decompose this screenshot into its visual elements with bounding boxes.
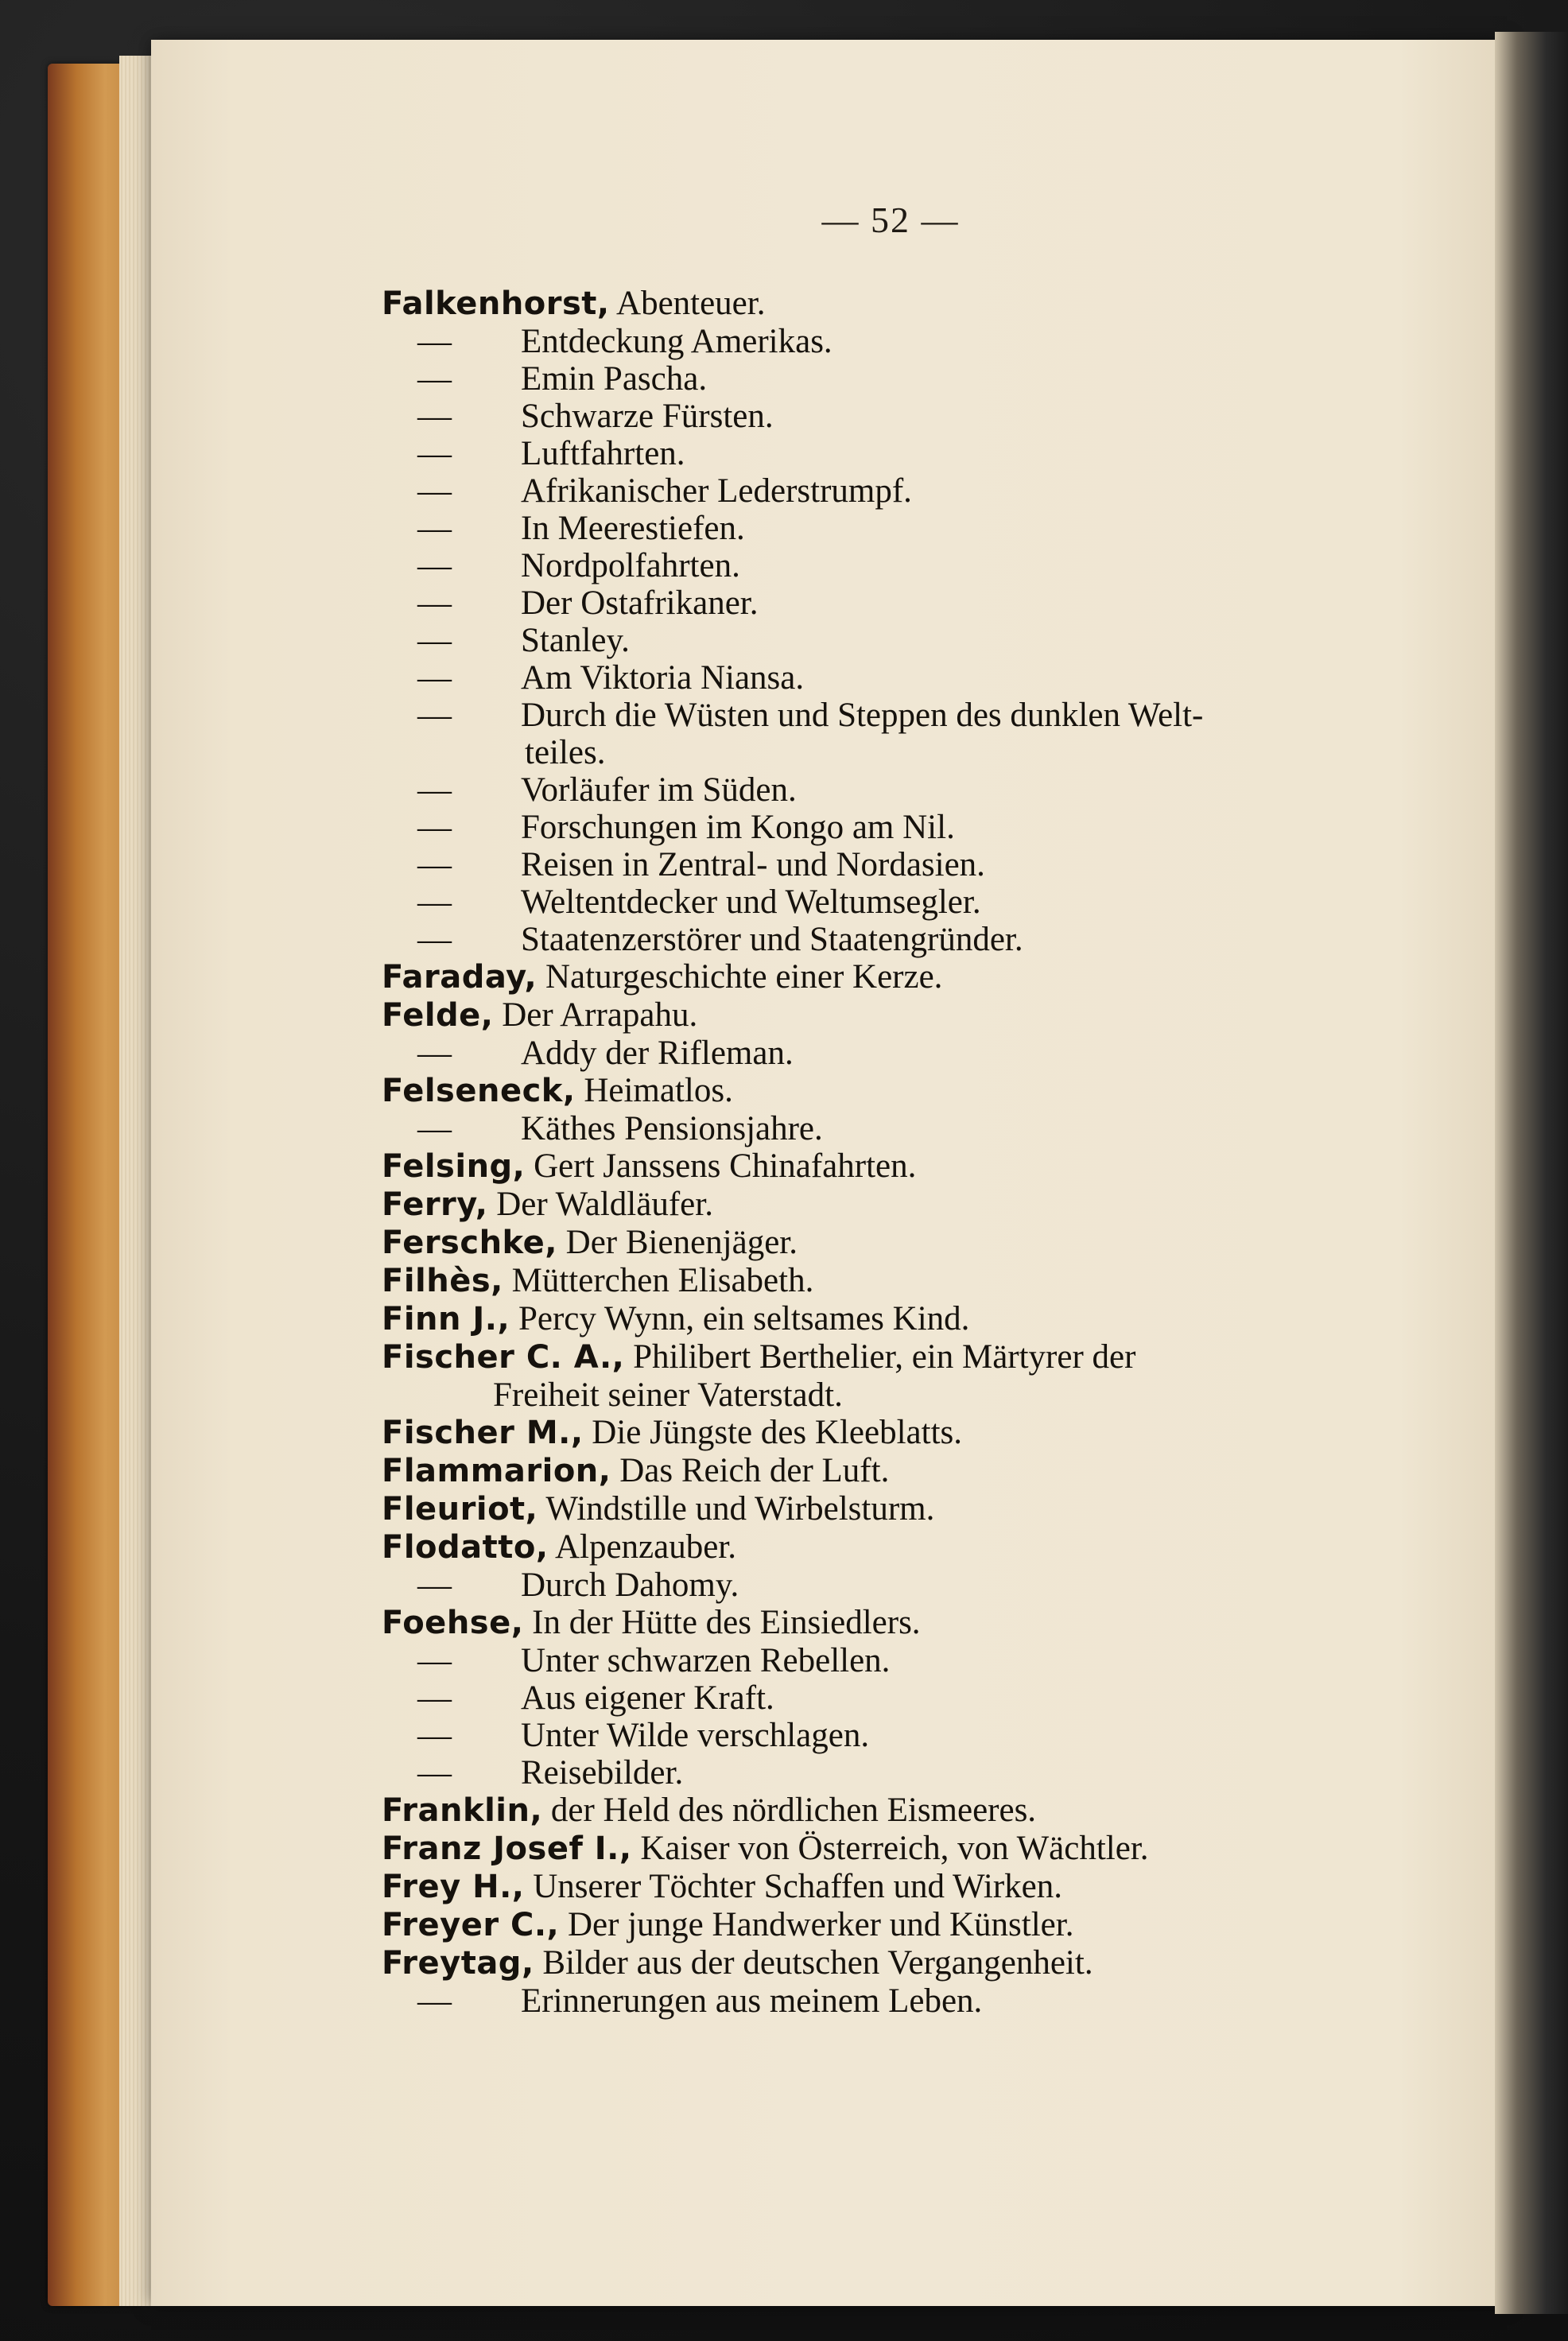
entry-title: Afrikanischer Lederstrumpf. <box>521 472 912 510</box>
entry-title: In Meerestiefen. <box>521 510 745 547</box>
entry-author: Felseneck, <box>382 1073 576 1109</box>
entry-title: Luftfahrten. <box>521 435 685 472</box>
entry-title: Staatenzerstörer und Staatengründer. <box>521 921 1023 958</box>
entry-title: Vorläufer im Süden. <box>521 771 797 809</box>
ditto-dash: — <box>417 1717 452 1754</box>
entry-title: Durch die Wüsten und Steppen des dunklen Welt- <box>521 697 1204 734</box>
entry-author: Fischer C. A., <box>382 1339 625 1376</box>
entry-author: Freytag, <box>382 1945 534 1982</box>
entry-author: Freyer C., <box>382 1907 560 1943</box>
catalog-entry <box>382 1944 1431 1982</box>
entry-author: Frey H., <box>382 1869 525 1905</box>
catalog-entry <box>382 1224 1431 1262</box>
entry-title: Gert Janssens Chinafahrten. <box>534 1147 917 1185</box>
ditto-dash: — <box>417 398 452 435</box>
entry-title: Der Waldläufer. <box>496 1186 713 1223</box>
entry-title: Abenteuer. <box>616 285 766 322</box>
catalog-sub-entry <box>382 1566 1431 1604</box>
catalog-sub-entry <box>382 435 1431 472</box>
catalog-entry <box>382 1528 1431 1566</box>
ditto-dash: — <box>417 435 452 472</box>
ditto-dash: — <box>417 622 452 659</box>
ditto-dash: — <box>417 1566 452 1604</box>
catalog-sub-entry <box>382 360 1431 398</box>
catalog-sub-entry <box>382 1754 1431 1792</box>
catalog-entry <box>382 1186 1431 1224</box>
entry-author: Foehse, <box>382 1605 524 1641</box>
entry-title: Die Jüngste des Kleeblatts. <box>592 1414 963 1451</box>
entry-title-continuation: teiles. <box>525 734 606 771</box>
entry-author: Flammarion, <box>382 1453 611 1489</box>
entry-title: Das Reich der Luft. <box>619 1452 890 1489</box>
ditto-dash: — <box>417 1110 452 1147</box>
entry-title: Heimatlos. <box>584 1072 733 1109</box>
catalog-sub-entry <box>382 584 1431 622</box>
ditto-dash: — <box>417 771 452 809</box>
catalog-entry <box>382 1262 1431 1300</box>
catalog-entry <box>382 996 1431 1035</box>
catalog-entry <box>382 1830 1431 1868</box>
ditto-dash: — <box>417 323 452 360</box>
catalog-sub-entry <box>382 1717 1431 1754</box>
catalog-sub-entry <box>382 921 1431 958</box>
entry-title: Addy der Rifleman. <box>521 1035 794 1072</box>
catalog-sub-entry <box>382 1982 1431 2020</box>
catalog-entry <box>382 1300 1431 1338</box>
catalog-entry <box>382 1868 1431 1906</box>
entry-author: Falkenhorst, <box>382 285 610 322</box>
catalog-entry <box>382 1490 1431 1528</box>
catalog-sub-entry <box>382 622 1431 659</box>
entry-title: Percy Wynn, ein seltsames Kind. <box>518 1300 970 1337</box>
entry-author: Flodatto, <box>382 1529 549 1566</box>
entry-title: Der junge Handwerker und Künstler. <box>567 1906 1074 1943</box>
entry-title: Windstille und Wirbelsturm. <box>545 1490 935 1528</box>
ditto-dash: — <box>417 1035 452 1072</box>
ditto-dash: — <box>417 921 452 958</box>
entry-title: Bilder aus der deutschen Vergangenheit. <box>542 1944 1093 1982</box>
catalog-sub-entry <box>382 510 1431 547</box>
ditto-dash: — <box>417 697 452 734</box>
ditto-dash: — <box>417 360 452 398</box>
entry-author: Fleuriot, <box>382 1491 538 1528</box>
catalog-sub-entry <box>382 323 1431 360</box>
entry-author: Faraday, <box>382 959 538 996</box>
catalog-sub-entry <box>382 771 1431 809</box>
entry-title: Philibert Berthelier, ein Märtyrer der <box>633 1338 1136 1376</box>
entry-title: Nordpolfahrten. <box>521 547 740 584</box>
entry-title: Der Ostafrikaner. <box>521 584 759 622</box>
entry-author: Felsing, <box>382 1148 526 1185</box>
catalog-sub-entry <box>382 809 1431 846</box>
entry-title: Unter Wilde verschlagen. <box>521 1717 870 1754</box>
entry-title: der Held des nördlichen Eismeeres. <box>550 1792 1037 1829</box>
entry-author: Ferry, <box>382 1186 488 1223</box>
entry-title: Reisebilder. <box>521 1754 684 1792</box>
catalog-sub-entry <box>382 1679 1431 1717</box>
ditto-dash: — <box>417 883 452 921</box>
catalog-sub-entry <box>382 547 1431 584</box>
ditto-dash: — <box>417 584 452 622</box>
ditto-dash: — <box>417 846 452 883</box>
entry-title: Kaiser von Österreich, von Wächtler. <box>640 1830 1149 1867</box>
ditto-dash: — <box>417 659 452 697</box>
entry-title: Unter schwarzen Rebellen. <box>521 1642 891 1679</box>
entry-author: Franklin, <box>382 1792 543 1829</box>
catalog-sub-entry <box>382 697 1431 771</box>
entry-author: Filhès, <box>382 1263 503 1299</box>
entry-title: Mütterchen Elisabeth. <box>511 1262 814 1299</box>
catalog-entry <box>382 1147 1431 1186</box>
entry-title: Stanley. <box>521 622 630 659</box>
entry-title: Käthes Pensionsjahre. <box>521 1110 823 1147</box>
catalog-entry <box>382 1792 1431 1830</box>
entry-title: Der Bienenjäger. <box>565 1224 798 1261</box>
catalog-entry <box>382 285 1431 323</box>
catalog-sub-entry <box>382 398 1431 435</box>
ditto-dash: — <box>417 1982 452 2020</box>
page-number: — 52 — <box>821 200 960 240</box>
entry-title: Emin Pascha. <box>521 360 708 398</box>
entry-title: Aus eigener Kraft. <box>521 1679 774 1717</box>
catalog-entry <box>382 1414 1431 1452</box>
entry-title: Forschungen im Kongo am Nil. <box>521 809 955 846</box>
entry-title-continuation: Freiheit seiner Vaterstadt. <box>493 1376 843 1414</box>
catalog-sub-entry <box>382 883 1431 921</box>
book-spine-shadow <box>1495 32 1568 2314</box>
entry-title: Alpenzauber. <box>554 1528 736 1566</box>
entry-title: Weltentdecker und Weltumsegler. <box>521 883 981 921</box>
ditto-dash: — <box>417 510 452 547</box>
entry-title: Erinnerungen aus meinem Leben. <box>521 1982 983 2020</box>
entry-title: Am Viktoria Niansa. <box>521 659 805 697</box>
catalog-entry <box>382 1072 1431 1110</box>
entry-title: Durch Dahomy. <box>521 1566 739 1604</box>
catalog-entry <box>382 1906 1431 1944</box>
entry-title: Reisen in Zentral- und Nordasien. <box>521 846 985 883</box>
entry-author: Ferschke, <box>382 1225 557 1261</box>
entry-author: Finn J., <box>382 1301 510 1337</box>
catalog-sub-entry <box>382 1642 1431 1679</box>
catalog-sub-entry <box>382 472 1431 510</box>
catalog-sub-entry <box>382 659 1431 697</box>
entry-title: Der Arrapahu. <box>502 996 698 1034</box>
ditto-dash: — <box>417 472 452 510</box>
ditto-dash: — <box>417 809 452 846</box>
entry-title: Entdeckung Amerikas. <box>521 323 833 360</box>
catalog-entry <box>382 958 1431 996</box>
catalog-entry <box>382 1452 1431 1490</box>
catalog-sub-entry <box>382 1110 1431 1147</box>
ditto-dash: — <box>417 1679 452 1717</box>
catalog-entry-list <box>382 285 1431 2020</box>
entry-title: Naturgeschichte einer Kerze. <box>545 958 943 996</box>
entry-author: Felde, <box>382 997 494 1034</box>
catalog-sub-entry <box>382 1035 1431 1072</box>
entry-title: In der Hütte des Einsiedlers. <box>532 1604 921 1641</box>
entry-title: Schwarze Fürsten. <box>521 398 774 435</box>
catalog-entry <box>382 1338 1431 1414</box>
ditto-dash: — <box>417 1642 452 1679</box>
catalog-entry <box>382 1604 1431 1642</box>
entry-title: Unserer Töchter Schaffen und Wirken. <box>533 1868 1062 1905</box>
catalog-sub-entry <box>382 846 1431 883</box>
entry-author: Fischer M., <box>382 1415 584 1451</box>
ditto-dash: — <box>417 547 452 584</box>
entry-author: Franz Josef I., <box>382 1830 632 1867</box>
ditto-dash: — <box>417 1754 452 1792</box>
